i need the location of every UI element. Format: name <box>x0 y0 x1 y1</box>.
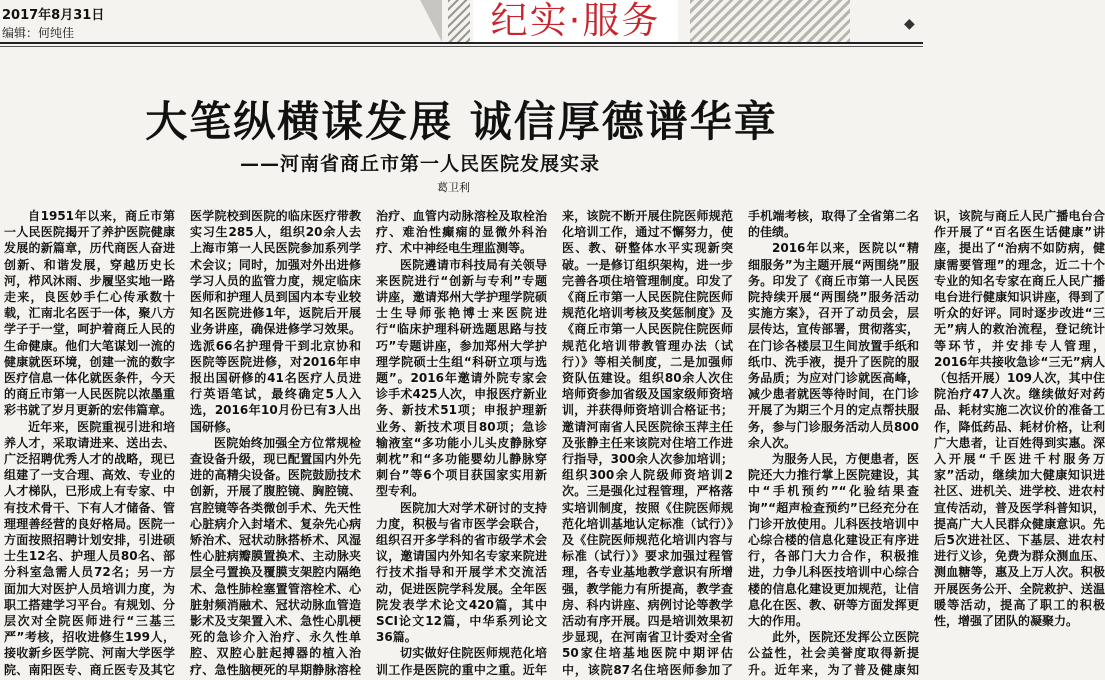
article-paragraph: 为服务人民，方便患者，医院还大力推行掌上医院建设，其中“手机预约”“化验结果查询”“超声检查预约”已经充分在门诊开放使用。儿科医技培训中心综合楼的信息化建设正有序进行，各部门大力合作，积极推进，力争儿科医技培训中心综合楼的信息化建设更加规范，让信息化在医、教、研等方面发挥更大的作用。 <box>748 452 919 629</box>
article-paragraph: 自1951年以来，商丘市第一人民医院揭开了养护医院健康发展的新篇章，历代商医人奋进创新、和谐发展，穿越历史长河，栉风沐雨、步履坚实地一路走来，良医妙手仁心传承数十载，汇南北名医于一体，聚八方学子于一堂，呵护着商丘人民的生命健康。他们大笔谋划一流的健康就医环境，创建一流的数字医疗信息一体化就医条件，今天的商丘市第一人民医院以浓墨重彩书就了岁月更新的宏伟篇章。 <box>4 209 175 418</box>
stripe-decoration <box>690 0 850 42</box>
article-paragraph: 切实做好住院医师规范化培训工作是医院的重中之重。近年来，该院不断开展住院医师规范化培训工作，通过不懈努力，使医、教、研整体水平实现新突破。一是修订组织架构，进一步完善各项住培管理制度。印发了《商丘市第一人民医院住院医师规范化培训考核及奖惩制度》及《商丘市第一人民医院住院医师规范化培训带教管理办法（试行）》等相关制度，二是加强师资队伍建设。组织80余人次住培师资参加省级及国家级师资培训，并获得师资培训合格证书；邀请河南省人民医院徐玉萍主任及张静主任来该院对住培工作进行指导，300余人次参加培训；组织300余人院级师资培训2次。三是强化过程管理，严格落实培训制度，按照《住院医师规范化培训基地认定标准（试行）》及《住院医师规范化培训内容与标准（试行）》要求加强过程管理，各专业基地教学意识有所增强，教学能力有所提高，教学查房、科内讲座、病例讨论等教学活动有序开展。四是培训效果初步显现，在河南省卫计委对全省50家住培基地医院中期评估中，该院87名住培医师参加了手机端考核，取得了全省第二名的佳绩。 <box>376 209 919 677</box>
header-rule-thin <box>0 46 923 47</box>
article-paragraph: 医院始终加强全方位常规检查设备升级，现已配置国内外先进的高精尖设备。医院鼓励技术创新，开展了腹腔镜、胸腔镜、宫腔镜等各类微创手术、先天性心脏病介入封堵术、复杂先心病矫治术、冠状动脉搭桥术、风湿性心脏病瓣膜置换术、主动脉夹层全弓置换及覆膜支架腔内隔绝术、急性肺栓塞置管溶栓术、心脏射频消融术、冠状动脉血管造影术及支架置入术、急性心肌梗死的急诊介入治疗、永久性单腔、双腔心脏起搏器的植入治疗、急性脑梗死的早期静脉溶栓治疗、血管内动脉溶栓及取栓治疗、难治性癫痫的显微外科治疗、术中神经电生理监测等。 <box>190 209 547 677</box>
article-title: 大笔纵横谋发展 诚信厚德谱华章 <box>145 97 778 146</box>
hatch-decoration <box>448 0 470 42</box>
article-paragraph: 此外，医院还发挥公立医院公益性，社会美誉度取得新提升。近年来，为了普及健康知识，该院与商丘人民广播电台合作开展了“百名医生话健康”讲座，提出了“治病不如防病，健康需要管理”的理念，近二十个专业的知名专家在商丘人民广播电台进行健康知识讲座，得到了听众的好评。同时逐步改进“三无”病人的救治流程，登记统计等环节，并安排专人管理，2016年共接收急诊“三无”病人（包括开展）109人次，其中住院治疗47人次。继续做好对药品、耗材实施二次议价的准备工作，降低药品、耗材价格，让利广大患者，让百姓得到实惠。深入开展“千医进千村服务万家”活动，继续加大健康知识进社区、进机关、进学校、进农村宣传活动，普及医学科普知识，提高广大人民群众健康意识。先后5次进社区、下基层、进农村进行义诊，免费为群众测血压、测血糖等，惠及上万人次。积极开展医务公开、全院救护、送温暖等活动，提高了职工的积极性，增强了团队的凝聚力。 <box>748 209 1105 677</box>
section-banner: 纪实·服务 <box>473 0 678 42</box>
editor-credit: 编辑：何纯佳 <box>2 26 75 40</box>
edge-mark-icon: ◆ <box>904 16 915 32</box>
issue-date: 2017年8月31日 <box>2 8 105 23</box>
article-subtitle: ——河南省商丘市第一人民医院发展实录 <box>240 153 601 175</box>
article-byline: 葛卫利 <box>437 181 470 194</box>
article-paragraph: 近年来，医院重视引进和培养人才，采取请进来、送出去、广泛招聘优秀人才的战略，现已组建了一支合理、高效、专业的人才梯队，已形成上有专家、中有技术骨干、下有人才储备、管理理善经营的良好格局。医院一方面按照招聘计划安排，引进硕士生12名、护理人员80名、部分科室急需人员72名；另一方面加大对医护人员培训力度，为职工搭建学习平台。有规划、分层次对全院医师进行“三基三严”考核，招收进修生199人，接收新乡医学院、河南大学医学院、南阳医专、商丘医专及其它医学院校到医院的临床医疗带教实习生285人，组织20余人去上海市第一人民医院参加系列学术会议；同时，加强对外出进修学习人员的监管力度，规定临床医师和护理人员到国内本专业较知名医院进修1年，返院后开展业务讲座，确保进修学习效果。选派66名护理骨干到北京协和医院等医院进修，对2016年申报出国研修的41名医疗人员进行英语笔试，最终确定5人入选，2016年10月份已有3人出国研修。 <box>4 209 361 677</box>
article-body <box>4 208 1105 680</box>
header-rule <box>0 42 923 44</box>
article-paragraph: 医院遴请市科技局有关领导来医院进行“创新与专利”专题讲座，邀请郑州大学护理学院硕士生导师张艳博士来医院进行“临床护理科研选题思路与技巧”专题讲座，参加郑州大学护理学院硕士生组“科研立项与选题”。2016年邀请外院专家会诊手术425人次，申报医疗新业务、新技术51项；申报护理新业务、新技术项目80项；急诊输液室“多功能小儿头皮静脉穿刺枕”和“多功能婴幼儿静脉穿刺台”等6个项目获国家实用新型专利。 <box>376 257 547 499</box>
page-corner-decoration <box>420 0 442 42</box>
article-paragraph: 2016年以来，医院以“精细服务”为主题开展“两围绕”服务。印发了《商丘市第一人民医院持续开展“两围绕”服务活动实施方案》，召开了动员会，层层传达，宣传部署，贯彻落实，在门诊各楼层卫生间放置手纸和纸巾、洗手液，提升了医院的服务品质；为应对门诊就医高峰，减少患者就医等待时间，在门诊开展了为期三个月的定点帮扶服务，参与门诊服务活动人员800余人次。 <box>748 241 919 450</box>
article-paragraph: 医院加大对学术研讨的支持力度，积极与省市医学会联合，组织召开多学科的省市级学术会议，邀请国内外知名专家来院进行技术指导和开展学术交流活动，促进医院学科发展。全年医院发表学术论文420篇，其中SCI论文12篇，中华系列论文36篇。 <box>376 500 547 645</box>
